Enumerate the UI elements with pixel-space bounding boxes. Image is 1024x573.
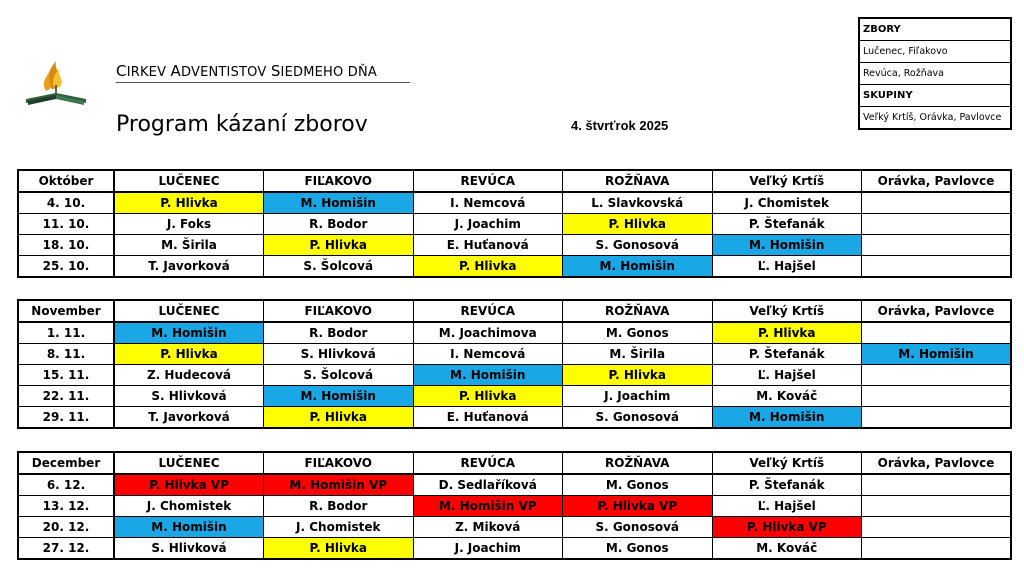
preacher-cell	[862, 386, 1012, 407]
date-cell: 27. 12.	[18, 538, 114, 560]
legend-zbory-item: Lučenec, Fiľakovo	[860, 41, 1010, 63]
preacher-cell: M. Homišin	[563, 256, 713, 278]
preacher-cell: P. Štefanák	[712, 344, 862, 365]
preacher-cell: M. Gonos	[563, 474, 713, 496]
preacher-cell: P. Hlivka	[114, 344, 264, 365]
preacher-cell: D. Sedlaříková	[413, 474, 563, 496]
date-cell: 18. 10.	[18, 235, 114, 256]
preacher-cell: J. Joachim	[413, 214, 563, 235]
column-header: REVÚCA	[413, 452, 563, 474]
preacher-cell: M. Homišin VP	[413, 496, 563, 517]
legend-zbory-item: Revúca, Rožňava	[860, 63, 1010, 85]
table-row	[18, 322, 1011, 344]
column-header: Veľký Krtíš	[712, 452, 862, 474]
preacher-cell: P. Štefanák	[712, 214, 862, 235]
month-header: Október	[18, 170, 114, 192]
column-header: LUČENEC	[114, 452, 264, 474]
preacher-cell: M. Homišin	[264, 386, 414, 407]
table-row	[18, 214, 1011, 235]
preacher-cell: S. Hlivková	[114, 386, 264, 407]
preacher-cell: J. Joachim	[413, 538, 563, 560]
church-name: CIRKEV ADVENTISTOV SIEDMEHO DŇA	[116, 62, 410, 83]
date-cell: 4. 10.	[18, 192, 114, 214]
column-header: Orávka, Pavlovce	[862, 300, 1012, 322]
date-cell: 25. 10.	[18, 256, 114, 278]
table-row	[18, 517, 1011, 538]
column-header: Orávka, Pavlovce	[862, 170, 1012, 192]
preacher-cell: M. Homišin	[114, 517, 264, 538]
date-cell: 15. 11.	[18, 365, 114, 386]
preacher-cell: Ľ. Hajšel	[712, 256, 862, 278]
preacher-cell: E. Huťanová	[413, 235, 563, 256]
preacher-cell: R. Bodor	[264, 322, 414, 344]
table-row	[18, 407, 1011, 429]
preacher-cell: S. Gonosová	[563, 235, 713, 256]
preacher-cell: P. Hlivka	[264, 538, 414, 560]
date-cell: 11. 10.	[18, 214, 114, 235]
preacher-cell: M. Homišin	[264, 192, 414, 214]
preacher-cell: P. Hlivka	[413, 386, 563, 407]
column-header: FIĽAKOVO	[264, 452, 414, 474]
table-row	[18, 344, 1011, 365]
legend-box	[858, 17, 1012, 130]
preacher-cell: M. Gonos	[563, 538, 713, 560]
preacher-cell: L. Slavkovská	[563, 192, 713, 214]
preacher-cell	[862, 474, 1012, 496]
table-row	[18, 256, 1011, 278]
preacher-cell: P. Hlivka	[413, 256, 563, 278]
preacher-cell	[862, 407, 1012, 429]
table-row	[18, 474, 1011, 496]
preacher-cell: M. Homišin	[712, 235, 862, 256]
table-row	[18, 538, 1011, 560]
preacher-cell	[862, 235, 1012, 256]
preacher-cell: M. Širila	[563, 344, 713, 365]
date-cell: 22. 11.	[18, 386, 114, 407]
preacher-cell: P. Hlivka	[563, 365, 713, 386]
preacher-cell: P. Hlivka	[264, 407, 414, 429]
date-cell: 8. 11.	[18, 344, 114, 365]
preacher-cell: M. Joachimova	[413, 322, 563, 344]
preacher-cell: P. Hlivka VP	[114, 474, 264, 496]
preacher-cell: M. Širila	[114, 235, 264, 256]
column-header: ROŽŇAVA	[563, 452, 713, 474]
preacher-cell: M. Gonos	[563, 322, 713, 344]
preacher-cell: T. Javorková	[114, 407, 264, 429]
preacher-cell: P. Hlivka	[114, 192, 264, 214]
legend-skupiny-heading: SKUPINY	[860, 85, 1010, 107]
preacher-cell: J. Joachim	[563, 386, 713, 407]
preacher-cell: I. Nemcová	[413, 344, 563, 365]
preacher-cell: M. Kováč	[712, 538, 862, 560]
table-row	[18, 235, 1011, 256]
preacher-cell	[862, 192, 1012, 214]
preacher-cell	[862, 517, 1012, 538]
column-header: REVÚCA	[413, 300, 563, 322]
preacher-cell: S. Šolcová	[264, 365, 414, 386]
preacher-cell: S. Šolcová	[264, 256, 414, 278]
preacher-cell: S. Gonosová	[563, 407, 713, 429]
preacher-cell: M. Homišin	[712, 407, 862, 429]
legend-zbory-heading: ZBORY	[860, 19, 1010, 41]
column-header: FIĽAKOVO	[264, 170, 414, 192]
preacher-cell: M. Kováč	[712, 386, 862, 407]
preacher-cell: P. Hlivka	[712, 322, 862, 344]
preacher-cell: J. Chomistek	[114, 496, 264, 517]
column-header: ROŽŇAVA	[563, 170, 713, 192]
preacher-cell: Ľ. Hajšel	[712, 365, 862, 386]
date-cell: 20. 12.	[18, 517, 114, 538]
date-cell: 29. 11.	[18, 407, 114, 429]
preacher-cell: M. Homišin	[862, 344, 1012, 365]
preacher-cell: J. Chomistek	[264, 517, 414, 538]
date-cell: 6. 12.	[18, 474, 114, 496]
preacher-cell: P. Hlivka	[563, 214, 713, 235]
preacher-cell: T. Javorková	[114, 256, 264, 278]
column-header: Orávka, Pavlovce	[862, 452, 1012, 474]
preacher-cell	[862, 214, 1012, 235]
preacher-cell: J. Foks	[114, 214, 264, 235]
preacher-cell: R. Bodor	[264, 214, 414, 235]
column-header: Veľký Krtíš	[712, 300, 862, 322]
schedule-table-november	[17, 299, 1012, 429]
preacher-cell	[862, 256, 1012, 278]
month-header: November	[18, 300, 114, 322]
date-cell: 13. 12.	[18, 496, 114, 517]
column-header: LUČENEC	[114, 170, 264, 192]
preacher-cell: P. Hlivka VP	[563, 496, 713, 517]
page-title: Program kázaní zborov	[116, 112, 368, 137]
preacher-cell	[862, 496, 1012, 517]
preacher-cell: E. Huťanová	[413, 407, 563, 429]
church-logo-icon	[22, 55, 92, 107]
column-header: REVÚCA	[413, 170, 563, 192]
table-header-row	[18, 300, 1011, 322]
preacher-cell	[862, 538, 1012, 560]
preacher-cell: M. Homišin VP	[264, 474, 414, 496]
date-cell: 1. 11.	[18, 322, 114, 344]
preacher-cell: P. Hlivka VP	[712, 517, 862, 538]
preacher-cell: P. Hlivka	[264, 235, 414, 256]
column-header: FIĽAKOVO	[264, 300, 414, 322]
month-header: December	[18, 452, 114, 474]
table-row	[18, 496, 1011, 517]
table-row	[18, 386, 1011, 407]
table-row	[18, 365, 1011, 386]
preacher-cell: S. Hlivková	[114, 538, 264, 560]
table-header-row	[18, 170, 1011, 192]
schedule-table-october	[17, 169, 1012, 278]
preacher-cell: Ľ. Hajšel	[712, 496, 862, 517]
preacher-cell	[862, 322, 1012, 344]
preacher-cell: J. Chomistek	[712, 192, 862, 214]
table-header-row	[18, 452, 1011, 474]
preacher-cell: P. Štefanák	[712, 474, 862, 496]
preacher-cell	[862, 365, 1012, 386]
legend-skupiny-item: Veľký Krtíš, Orávka, Pavlovce	[863, 112, 1002, 123]
table-row	[18, 192, 1011, 214]
column-header: LUČENEC	[114, 300, 264, 322]
preacher-cell: M. Homišin	[413, 365, 563, 386]
quarter-label: 4. štvrťrok 2025	[571, 118, 669, 133]
preacher-cell: M. Homišin	[114, 322, 264, 344]
preacher-cell: S. Hlivková	[264, 344, 414, 365]
column-header: ROŽŇAVA	[563, 300, 713, 322]
preacher-cell: Z. Hudecová	[114, 365, 264, 386]
preacher-cell: Z. Miková	[413, 517, 563, 538]
preacher-cell: I. Nemcová	[413, 192, 563, 214]
preacher-cell: R. Bodor	[264, 496, 414, 517]
column-header: Veľký Krtíš	[712, 170, 862, 192]
schedule-table-december	[17, 451, 1012, 560]
preacher-cell: S. Gonosová	[563, 517, 713, 538]
